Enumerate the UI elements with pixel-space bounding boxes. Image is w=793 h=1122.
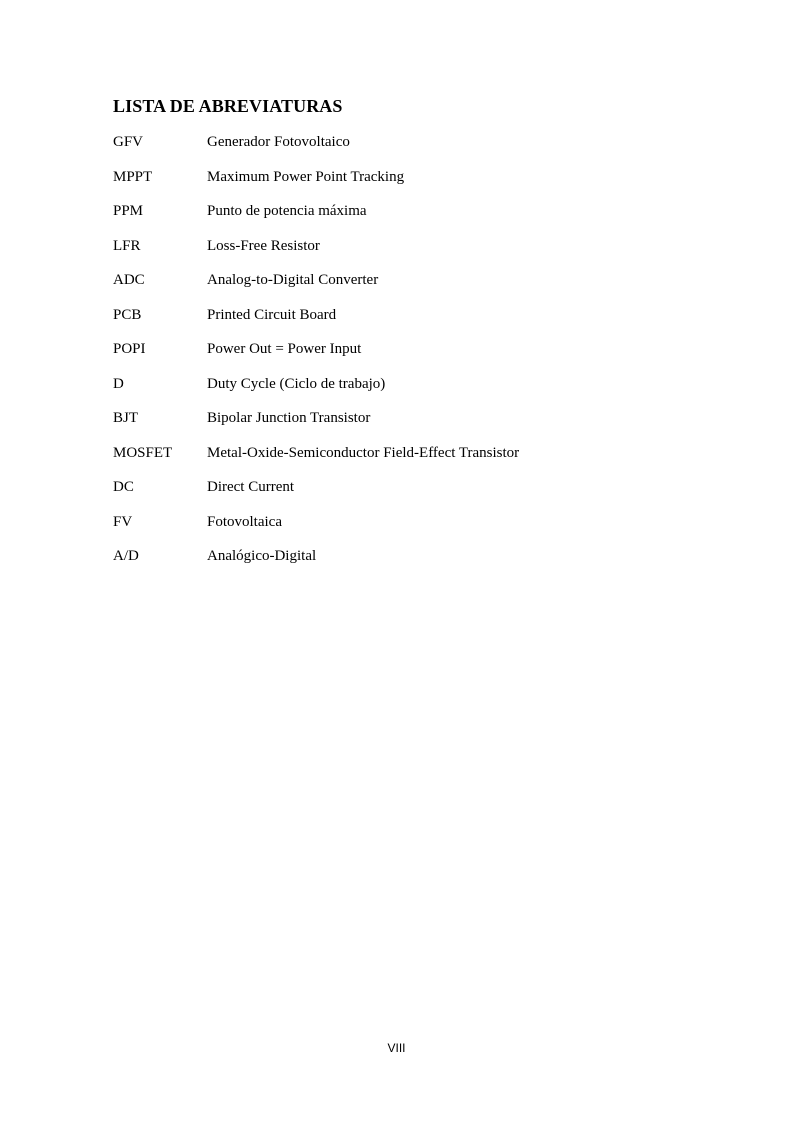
- abbreviation-row: [113, 166, 713, 201]
- abbreviation-meaning: Punto de potencia máxima: [207, 203, 367, 219]
- abbreviation-code: BJT: [113, 410, 139, 426]
- page-title: LISTA DE ABREVIATURAS: [113, 96, 343, 116]
- abbreviation-row: [113, 304, 713, 339]
- abbreviation-code: GFV: [113, 134, 144, 150]
- abbreviation-code: PCB: [113, 306, 142, 323]
- page-number: VIII: [387, 1041, 406, 1055]
- abbreviation-meaning: Power Out = Power Input: [207, 341, 362, 357]
- abbreviation-meaning: Analog-to-Digital Converter: [207, 272, 379, 288]
- abbreviation-meaning: Generador Fotovoltaico: [207, 134, 350, 150]
- abbreviation-row: [113, 269, 713, 304]
- abbreviation-code: A/D: [113, 548, 139, 564]
- abbreviation-code: POPI: [113, 341, 146, 357]
- abbreviation-meaning: Metal-Oxide-Semiconductor Field-Effect Transistor: [207, 444, 520, 461]
- abbreviation-meaning: Analógico-Digital: [207, 548, 317, 564]
- abbreviation-row: [113, 511, 713, 546]
- abbreviation-code: DC: [113, 479, 134, 495]
- abbreviation-row: [113, 200, 713, 235]
- abbreviation-meaning: Printed Circuit Board: [207, 306, 337, 323]
- abbreviation-list: [113, 131, 713, 580]
- abbreviation-meaning: Bipolar Junction Transistor: [207, 410, 371, 426]
- abbreviation-code: D: [113, 375, 124, 392]
- abbreviation-code: MOSFET: [113, 444, 173, 461]
- abbreviation-code: FV: [113, 513, 133, 530]
- abbreviation-code: MPPT: [113, 168, 153, 185]
- abbreviation-meaning: Fotovoltaica: [207, 513, 282, 530]
- abbreviation-row: [113, 545, 713, 580]
- abbreviation-meaning: Maximum Power Point Tracking: [207, 168, 405, 185]
- abbreviation-meaning: Direct Current: [207, 479, 295, 495]
- abbreviation-meaning: Duty Cycle (Ciclo de trabajo): [207, 375, 386, 392]
- abbreviation-row: [113, 131, 713, 166]
- abbreviation-code: PPM: [113, 203, 144, 219]
- abbreviation-row: [113, 476, 713, 511]
- abbreviation-row: [113, 442, 713, 477]
- abbreviation-row: [113, 407, 713, 442]
- abbreviation-code: LFR: [113, 237, 141, 254]
- abbreviation-row: [113, 338, 713, 373]
- abbreviation-row: [113, 373, 713, 408]
- abbreviation-row: [113, 235, 713, 270]
- abbreviation-code: ADC: [113, 272, 145, 288]
- abbreviation-meaning: Loss-Free Resistor: [207, 237, 320, 254]
